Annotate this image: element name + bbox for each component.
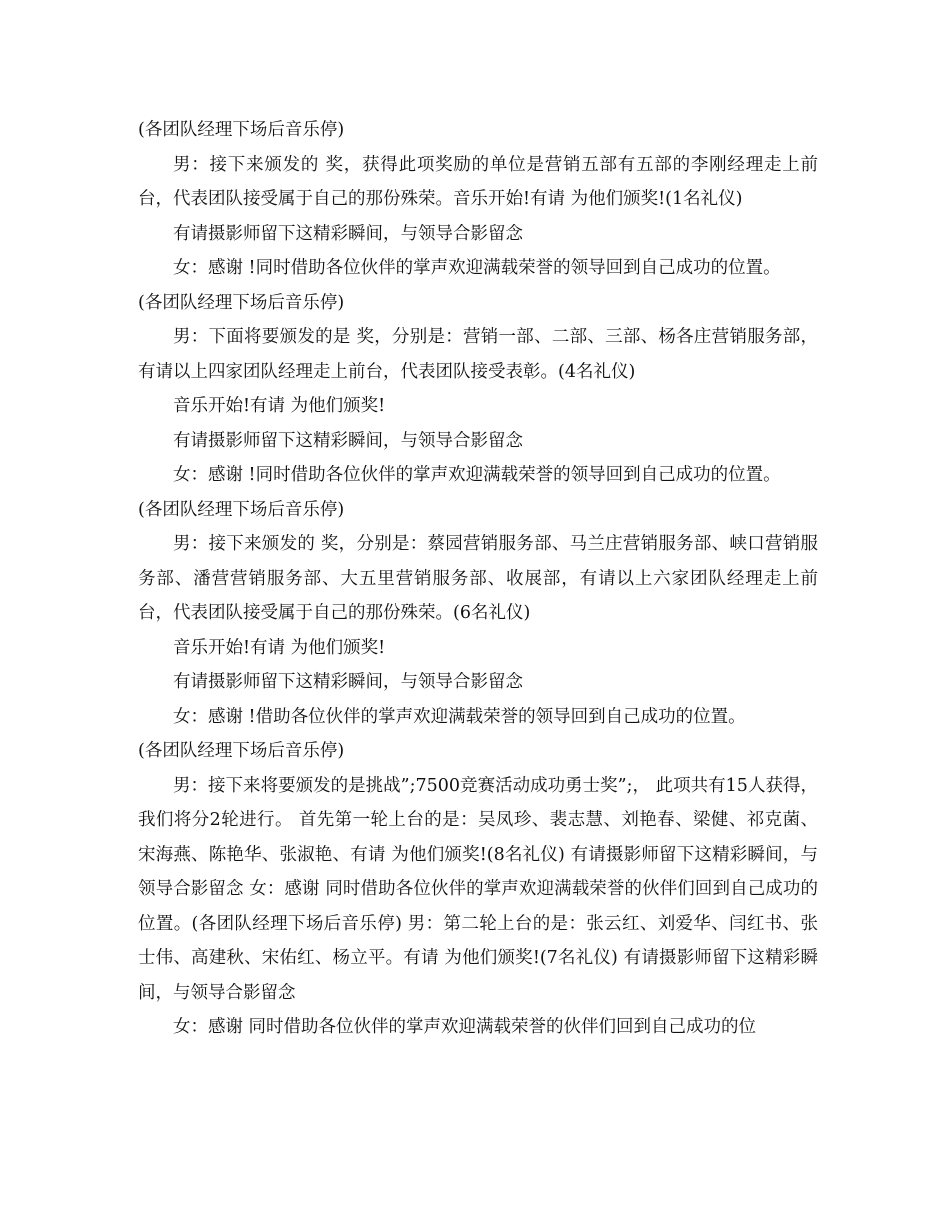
paragraph: 女：感谢 !同时借助各位伙伴的掌声欢迎满载荣誉的领导回到自己成功的位置。 [173, 258, 781, 278]
paragraph: 男：接下来颁发的 奖，分别是：蔡园营销服务部、马兰庄营销服务部、峡口营销服务部、潘营营销服务部、大五里营销服务部、收展部，有请以上六家团队经理走上前台，代表团队接受属于自己的那份殊荣。(6名礼仪) [138, 534, 818, 623]
paragraph: 有请摄影师留下这精彩瞬间，与领导合影留念 [173, 672, 523, 692]
paragraph: 有请摄影师留下这精彩瞬间，与领导合影留念 [173, 223, 523, 244]
paragraph: 音乐开始!有请 为他们颁奖! [173, 396, 386, 416]
paragraph: (各团队经理下场后音乐停) [138, 499, 345, 520]
paragraph: 有请摄影师留下这精彩瞬间，与领导合影留念 [173, 430, 523, 451]
paragraph: (各团队经理下场后音乐停) [138, 120, 345, 140]
paragraph: 女：感谢 !同时借助各位伙伴的掌声欢迎满载荣誉的领导回到自己成功的位置。 [173, 465, 781, 485]
paragraph: (各团队经理下场后音乐停) [138, 741, 345, 761]
document-body [138, 113, 818, 1045]
paragraph: 男：接下来颁发的 奖，获得此项奖励的单位是营销五部有五部的李刚经理走上前台，代表团队接受属于自己的那份殊荣。音乐开始!有请 为他们颁奖!(1名礼仪) [138, 154, 818, 209]
paragraph: (各团队经理下场后音乐停) [138, 292, 345, 313]
paragraph: 音乐开始!有请 为他们颁奖! [173, 637, 386, 658]
paragraph: 男：接下来将要颁发的是挑战”;7500竞赛活动成功勇士奖”;， 此项共有15人获得，我们将分2轮进行。 首先第一轮上台的是：吴凤珍、裴志慧、刘艳春、梁健、祁克菌、宋海燕、陈艳华、张淑艳、有请 为他们颁奖!(8名礼仪) 有请摄影师留下这精彩瞬间，与领导合影留念 女：感谢 同时借助各位伙伴的掌声欢迎满载荣誉的伙伴们回到自己成功的位置。(各团队经理下场后音乐停) 男：第二轮上台的是：张云红、刘爱华、闫红书、张士伟、高建秋、宋佑红、杨立平。有请 为他们颁奖!(7名礼仪) 有请摄影师留下这精彩瞬间，与领导合影留念 [138, 775, 818, 1003]
paragraph: 男：下面将要颁发的是 奖，分别是：营销一部、二部、三部、杨各庄营销服务部，有请以上四家团队经理走上前台，代表团队接受表彰。(4名礼仪) [138, 327, 818, 382]
paragraph: 女：感谢 !借助各位伙伴的掌声欢迎满载荣誉的领导回到自己成功的位置。 [173, 706, 746, 727]
paragraph: 女：感谢 同时借助各位伙伴的掌声欢迎满载荣誉的伙伴们回到自己成功的位 [173, 1017, 757, 1037]
